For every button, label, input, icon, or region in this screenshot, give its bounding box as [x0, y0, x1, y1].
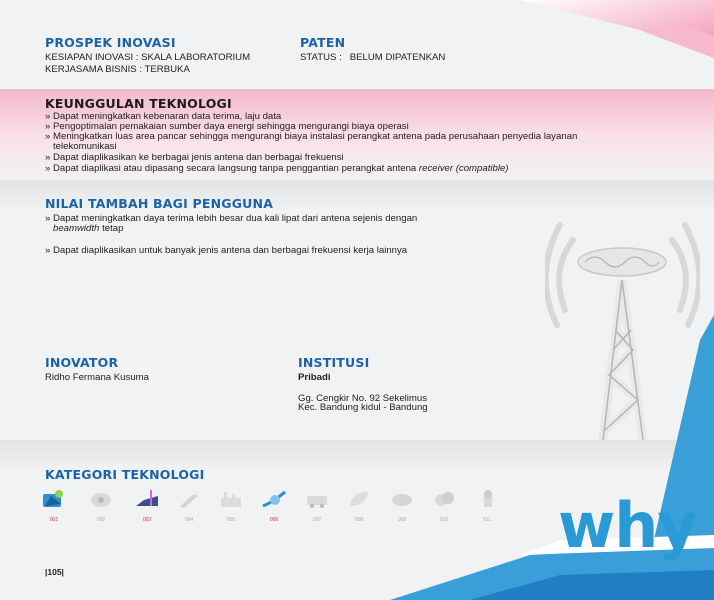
institusi-address-2: Kec. Bandung kidul - Bandung — [298, 402, 428, 413]
kesiapan-line: KESIAPAN INOVASI : SKALA LABORATORIUM — [45, 52, 251, 63]
nilai-item-1: » Dapat meningkatkan daya terima lebih besar dua kali lipat dari antena sejenis dengan — [45, 213, 418, 224]
solar-panel-icon — [134, 488, 160, 510]
paten-heading: PATEN — [300, 35, 346, 50]
keunggulan-item-5 — [45, 164, 509, 174]
kerjasama-line: KERJASAMA BISNIS : TERBUKA — [45, 64, 190, 75]
vehicle-icon — [304, 488, 330, 510]
factory-icon — [218, 488, 244, 510]
kategori-heading: KATEGORI TEKNOLOGI — [45, 467, 205, 482]
gear-icon — [88, 488, 114, 510]
hand-icon — [389, 488, 415, 510]
keunggulan-item-3: » Meningkatkan luas area pancar sehingga mengurangi biaya instalasi perangkat antena pada perusahaan penyedia layanan — [45, 131, 578, 142]
nilai-item-1-italic: beamwidth — [53, 223, 100, 234]
category-item-002 — [82, 488, 120, 523]
category-number: 006 — [269, 517, 279, 523]
wrench-icon — [176, 488, 202, 510]
category-item-004 — [170, 488, 208, 523]
institusi-name: Pribadi — [298, 372, 331, 383]
category-item-009 — [383, 488, 421, 523]
inovator-heading: INOVATOR — [45, 355, 119, 370]
category-number: 011 — [483, 517, 491, 523]
keunggulan-heading: KEUNGGULAN TEKNOLOGI — [45, 96, 232, 111]
category-number: 007 — [312, 517, 322, 523]
category-number: 009 — [397, 517, 407, 523]
nilai-item-1-rest: tetap — [99, 223, 124, 234]
nilai-heading: NILAI TAMBAH BAGI PENGGUNA — [45, 196, 274, 211]
satellite-dish-icon — [41, 488, 67, 510]
category-number: 004 — [184, 517, 194, 523]
keunggulan-item-1: » Dapat meningkatkan kebenaran data terima, laju data — [45, 111, 282, 122]
category-number: 008 — [354, 517, 364, 523]
leaf-icon — [346, 488, 372, 510]
category-number: 001 — [49, 517, 59, 523]
keunggulan-item-3-cont: telekomunikasi — [45, 141, 117, 152]
category-number: 005 — [226, 517, 236, 523]
category-item-010 — [425, 488, 463, 523]
brand-logo: why — [558, 489, 697, 562]
prospek-heading: PROSPEK INOVASI — [45, 35, 176, 50]
nilai-item-1-cont — [53, 224, 123, 234]
category-item-006 — [255, 488, 293, 523]
category-item-007 — [298, 488, 336, 523]
nilai-item-2: » Dapat diaplikasikan untuk banyak jenis antena dan berbagai frekuensi kerja lainnya — [45, 245, 408, 256]
keunggulan-item-5-italic: receiver (compatible) — [418, 163, 509, 174]
page-number: |105| — [45, 567, 64, 577]
inovator-name: Ridho Fermana Kusuma — [45, 372, 149, 383]
category-item-005 — [212, 488, 250, 523]
institusi-address-1: Gg. Cengkir No. 92 Sekelimus — [298, 393, 428, 404]
paten-status: STATUS : BELUM DIPATENKAN — [300, 52, 446, 63]
category-item-003 — [128, 488, 166, 523]
category-number: 003 — [142, 517, 152, 523]
institusi-heading: INSTITUSI — [298, 355, 370, 370]
category-item-011 — [468, 488, 506, 523]
category-item-008 — [340, 488, 378, 523]
category-number: 010 — [439, 517, 449, 523]
category-number: 002 — [96, 517, 106, 523]
antenna-tower-illustration — [545, 200, 700, 450]
cloud-icon — [431, 488, 457, 510]
satellite-signal-icon — [261, 488, 287, 510]
plant-icon — [474, 488, 500, 510]
keunggulan-item-2: » Pengoptimalan pemakaian sumber daya energi sehingga mengurangi biaya operasi — [45, 121, 409, 132]
keunggulan-item-4: » Dapat diaplikasikan ke berbagai jenis antena dan berbagai frekuensi — [45, 152, 344, 163]
category-item-001 — [35, 488, 73, 523]
keunggulan-item-5-text: » Dapat diaplikasi atau dipasang secara langsung tanpa penggantian perangkat antena — [45, 163, 419, 174]
